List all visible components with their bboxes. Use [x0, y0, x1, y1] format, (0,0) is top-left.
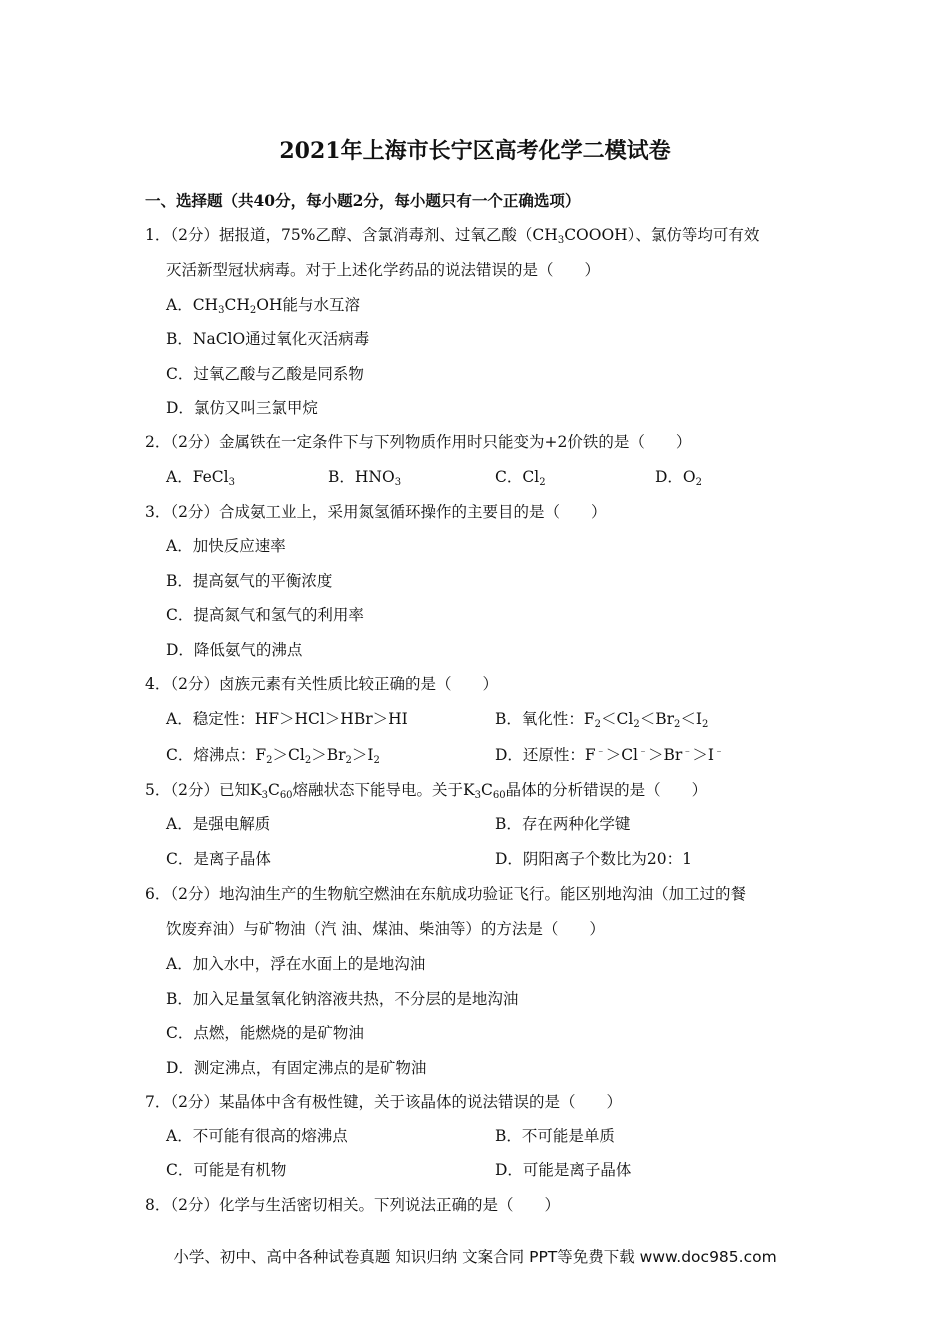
question-8-stem: 8．（2分）化学与生活密切相关。下列说法正确的是（ ）	[145, 1196, 560, 1214]
question-1-option-d: D．氯仿又叫三氯甲烷	[166, 399, 318, 417]
question-2-option-d: D．$O_2$	[655, 468, 703, 488]
question-7-option-b: B．不可能是单质	[495, 1127, 615, 1145]
question-4-option-c: C．熔沸点：$F_2>Cl_2>Br_2>I_2$	[166, 746, 380, 766]
question-2-stem: 2．（2分）金属铁在一定条件下与下列物质作用时只能变为+2价铁的是（ ）	[145, 433, 692, 451]
question-4-option-a: A．稳定性：HF＞HCl＞HBr＞HI	[166, 710, 408, 728]
question-3-option-c: C．提高氮气和氢气的利用率	[166, 606, 364, 624]
question-5-option-d: D．阴阳离子个数比为20：1	[495, 850, 693, 868]
question-6-option-b: B．加入足量氢氧化钠溶液共热，不分层的是地沟油	[166, 990, 519, 1008]
question-5-option-b: B．存在两种化学键	[495, 815, 631, 833]
question-7-option-a: A．不可能有很高的熔沸点	[166, 1127, 348, 1145]
question-3-option-b: B．提高氨气的平衡浓度	[166, 572, 333, 590]
question-5-stem: 5．（2分）已知$K_3C_{60}$熔融状态下能导电。关于$K_3C_{60}$晶体的分析错误的是（ ）	[145, 781, 708, 801]
question-6-stem-cont: 饮废弃油）与矿物油（汽 油、煤油、柴油等）的方法是（ ）	[166, 920, 605, 938]
question-2-option-c: C．$Cl_2$	[495, 468, 546, 488]
question-4-stem: 4．（2分）卤族元素有关性质比较正确的是（ ）	[145, 675, 498, 693]
question-1-stem: 1．（2分）据报道，75%乙醇、含氯消毒剂、过氧乙酸$(CH_3COOOH)$、氯仿等均可有效	[145, 226, 760, 246]
section-heading: 一、选择题（共40分，每小题2分，每小题只有一个正确选项）	[145, 191, 581, 210]
question-4-option-b: B．氧化性：$F_2<Cl_2<Br_2<I_2$	[495, 710, 709, 730]
question-1-option-b: B．NaClO通过氧化灭活病毒	[166, 330, 370, 348]
question-6-option-a: A．加入水中，浮在水面上的是地沟油	[166, 955, 426, 973]
question-7-stem: 7．（2分）某晶体中含有极性键，关于该晶体的说法错误的是（ ）	[145, 1093, 622, 1111]
question-3-stem: 3．（2分）合成氨工业上，采用氮氢循环操作的主要目的是（ ）	[145, 503, 607, 521]
question-6-stem: 6．（2分）地沟油生产的生物航空燃油在东航成功验证飞行。能区别地沟油（加工过的餐	[145, 885, 746, 903]
question-4-option-d: D．还原性：F﹣＞Cl﹣＞Br﹣＞I﹣	[495, 746, 724, 764]
question-1-option-c: C．过氧乙酸与乙酸是同系物	[166, 365, 364, 383]
question-1-stem-cont: 灭活新型冠状病毒。对于上述化学药品的说法错误的是（ ）	[166, 261, 601, 279]
question-6-option-d: D．测定沸点，有固定沸点的是矿物油	[166, 1059, 427, 1077]
question-5-option-a: A．是强电解质	[166, 815, 271, 833]
question-2-option-a: A．FeCl$_3$	[166, 468, 235, 488]
page-footer: 小学、初中、高中各种试卷真题 知识归纳 文案合同 PPT等免费下载 www.doc985.com	[173, 1248, 777, 1266]
question-7-option-c: C．可能是有机物	[166, 1161, 287, 1179]
question-5-option-c: C．是离子晶体	[166, 850, 271, 868]
page-title: 2021年上海市长宁区高考化学二模试卷	[279, 138, 671, 164]
question-3-option-d: D．降低氨气的沸点	[166, 641, 303, 659]
question-6-option-c: C．点燃，能燃烧的是矿物油	[166, 1024, 364, 1042]
question-2-option-b: B．$HNO_3$	[328, 468, 402, 488]
question-7-option-d: D．可能是离子晶体	[495, 1161, 632, 1179]
question-3-option-a: A．加快反应速率	[166, 537, 286, 555]
question-1-option-a: A．$CH_3CH_2OH$能与水互溶	[166, 296, 360, 316]
